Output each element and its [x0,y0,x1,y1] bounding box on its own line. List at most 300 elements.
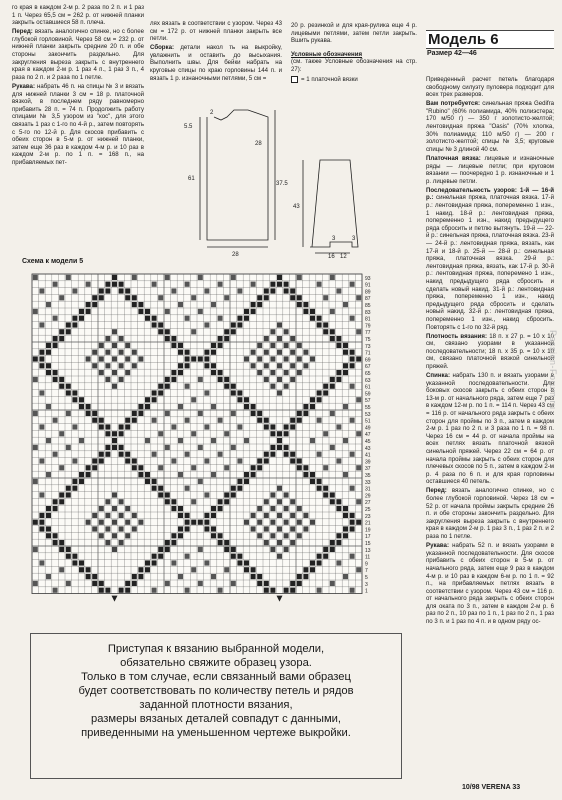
chart-cells [32,274,362,594]
chart-cell [270,282,275,287]
chart-cell [270,520,275,525]
chart-cell [270,547,275,552]
model-title: Модель 6 [428,31,499,48]
chart-cell [224,377,229,382]
row-number: 1 [365,588,368,595]
chart-cell [290,452,295,457]
chart-cell [66,411,71,416]
chart-cell [211,350,216,355]
chart-cell [356,329,361,334]
chart-cell [303,574,308,579]
chart-cell [66,492,71,497]
chart-cell [165,499,170,504]
chart-cell [218,282,223,287]
chart-cell [158,322,163,327]
chart-cell [33,411,38,416]
chart-cell [119,540,124,545]
notice-line: Приступая к вязанию выбранной модели, [107,643,325,655]
chart-cell [330,309,335,314]
row-number: 45 [365,439,371,445]
row-number: 91 [365,282,371,289]
chart-cell [198,445,203,450]
chart-cell [105,282,110,287]
chart-cell [330,445,335,450]
chart-cell [224,384,229,389]
chart-cell [270,424,275,429]
chart-cell [158,465,163,470]
row-number: 83 [365,309,371,316]
chart-cell [119,336,124,341]
chart-cell [330,275,335,280]
body-piece-outline [207,110,268,240]
chart-cell [244,520,249,525]
chart-cell [99,458,104,463]
chart-cell [145,404,150,409]
chart-cell [356,431,361,436]
chart-cell [350,418,355,423]
chart-cell [231,492,236,497]
chart-cell [158,554,163,559]
chart-cell [297,465,302,470]
chart-cell [211,302,216,307]
chart-cell [336,377,341,382]
chart-cell [105,363,110,368]
chart-cell [218,316,223,321]
chart-cell [204,560,209,565]
chart-cell [112,282,117,287]
chart-cell [66,445,71,450]
chart-cell [270,533,275,538]
row-number: 37 [365,466,371,473]
chart-cell [277,431,282,436]
chart-cell [204,526,209,531]
row-number: 65 [365,371,371,377]
chart-cell [343,472,348,477]
chart-cell [290,540,295,545]
chart-cell [53,506,58,511]
chart-cell [132,574,137,579]
model-title-bar [426,30,554,49]
chart-cell [270,445,275,450]
chart-cell [231,390,236,395]
notice-box [30,633,402,779]
chart-cell [178,506,183,511]
chart-cell [211,533,216,538]
chart-cell [145,479,150,484]
chart-cell [323,492,328,497]
chart-cell [257,343,262,348]
chart-cell [59,431,64,436]
chart-cell [336,370,341,375]
chart-cell [46,343,51,348]
paragraph [12,83,144,167]
chart-cell [336,288,341,293]
chart-cell [257,533,262,538]
chart-cell [257,458,262,463]
chart-cell [119,377,124,382]
empty-square-icon [291,76,298,83]
chart-cell [99,452,104,457]
chart-cell [323,329,328,334]
chart-cell [323,547,328,552]
notice-line: заданной плотности вязания, [139,699,293,711]
paragraph-heading: Вам потребуется: [426,100,481,108]
chart-cell [211,513,216,518]
chart-cell [112,520,117,525]
chart-cell [79,309,84,314]
chart-cell [72,397,77,402]
chart-cell [92,418,97,423]
chart-cell [39,526,44,531]
chart-cell [290,588,295,593]
row-number: 73 [365,343,371,350]
chart-cell [33,445,38,450]
chart-cell [53,452,58,457]
chart-cell [66,547,71,552]
chart-cell [105,526,110,531]
paragraph: 20 р. резинкой и для края-рулика еще 4 р. лицевыми петлями, затем петли закрыть. Вшить рукава. [291,22,417,45]
paragraph-heading: Платочная вязка: [426,154,481,162]
chart-cell [284,588,289,593]
chart-cell [277,363,282,368]
chart-cell [79,479,84,484]
chart-cell [290,288,295,293]
chart-cell [46,370,51,375]
chart-cell [350,486,355,491]
chart-cell [211,526,216,531]
chart-cell [277,554,282,559]
chart-cell [152,486,157,491]
chart-cell [145,438,150,443]
chart-cell [224,465,229,470]
chart-cell [92,581,97,586]
chart-cell [112,506,117,511]
chart-cell [105,424,110,429]
chart-cell [198,520,203,525]
chart-cell [231,384,236,389]
chart-cell [138,302,143,307]
row-number: 55 [365,405,371,411]
chart-cell [350,350,355,355]
chart-cell [158,390,163,395]
chart-cell [92,411,97,416]
row-number: 57 [365,398,371,405]
chart-cell [59,377,64,382]
chart-cell [330,547,335,552]
chart-cell [119,282,124,287]
row-number: 71 [365,350,371,357]
dimension-label: 5.5 [184,124,193,130]
chart-cell [350,554,355,559]
chart-cell [132,302,137,307]
chart-cell [290,424,295,429]
chart-cell [92,526,97,531]
chart-cell [290,295,295,300]
chart-cell [343,343,348,348]
chart-cell [198,581,203,586]
pattern-schematic [180,100,420,260]
chart-cell [59,295,64,300]
chart-cell [343,302,348,307]
legend-subtitle: (см. также Условные обозначения на стр. 27): [291,58,417,73]
chart-cell [92,295,97,300]
chart-cell [317,479,322,484]
chart-cell [191,356,196,361]
row-number: 53 [365,411,371,418]
chart-cell [138,465,143,470]
row-number: 69 [365,357,371,364]
chart-cell [178,363,183,368]
chart-cell [171,377,176,382]
chart-cell [132,513,137,518]
chart-cell [270,329,275,334]
paragraph [12,28,144,81]
row-number: 33 [365,479,371,486]
chart-cell [350,526,355,531]
chart-cell [39,492,44,497]
chart-cell [158,431,163,436]
chart-cell [251,411,256,416]
chart-cell [336,533,341,538]
chart-cell [297,370,302,375]
chart-cell [303,465,308,470]
chart-cell [86,567,91,572]
chart-cell [284,431,289,436]
chart-cell [66,581,71,586]
chart-cell [86,411,91,416]
row-number: 59 [365,391,371,398]
chart-cell [330,499,335,504]
chart-cell [171,499,176,504]
chart-cell [66,554,71,559]
chart-cell [303,404,308,409]
chart-cell [105,377,110,382]
chart-cell [231,411,236,416]
chart-cell [284,547,289,552]
chart-cell [112,445,117,450]
chart-cell [145,309,150,314]
chart-cell [165,581,170,586]
chart-cell [46,472,51,477]
chart-cell [224,295,229,300]
row-number: 81 [365,316,371,323]
chart-cell [53,377,58,382]
chart-cell [343,363,348,368]
chart-cell [99,356,104,361]
chart-cell [158,547,163,552]
chart-cell [343,438,348,443]
paragraph-heading: Сборка: [150,44,174,52]
chart-cell [290,336,295,341]
chart-cell [336,424,341,429]
chart-cell [317,486,322,491]
chart-cell [92,363,97,368]
chart-cell [257,520,262,525]
watermark: Passion-Forum.ru [548,330,558,410]
chart-cell [86,282,91,287]
chart-cell [198,356,203,361]
chart-cell [171,533,176,538]
arrow-down-icon [112,596,118,602]
chart-cell [343,350,348,355]
chart-cell [224,547,229,552]
chart-cell [165,411,170,416]
row-number: 31 [365,486,371,493]
chart-cell [165,445,170,450]
text-column-4 [426,76,554,627]
chart-cell [112,547,117,552]
chart-cell [53,336,58,341]
chart-cell [99,520,104,525]
chart-cell [218,540,223,545]
chart-cell [284,282,289,287]
dimension-label: 61 [188,176,195,182]
chart-cell [53,499,58,504]
chart-cell [132,581,137,586]
chart-cell [138,309,143,314]
chart-cell [72,390,77,395]
chart-cell [185,356,190,361]
chart-cell [138,472,143,477]
chart-cell [224,499,229,504]
chart-cell [125,452,130,457]
chart-cell [277,438,282,443]
chart-cell [59,329,64,334]
chart-cell [86,574,91,579]
chart-cell [350,520,355,525]
chart-cell [86,356,91,361]
chart-cell [231,554,236,559]
chart-cell [231,275,236,280]
chart-cell [66,384,71,389]
row-number: 49 [365,425,371,432]
chart-cell [112,431,117,436]
chart-cell [310,356,315,361]
chart-cell [145,472,150,477]
paragraph-body: синельная пряжа, платочная вязка. 17-й р.: лентовидная пряжа, попеременно 1 изн., 1 накид. 18-й р.: лентовидная пряжа, попеременно 1 изн., накид предыдущего ряда сбросить и петлю вытянуть. 19-й — 22-й р.: синельная пряжа, платочная вязка. 23-й — 24-й р.: лентовидная пряжа, вязать, как 17-й и 18-й р. 25-й — 28-й р.: синельная пряжа, платочная вязка. 29-й р.: лентовидная пряжа, вязать, как 17-й р. 30-й р.: лентовидная пряжа, поперемено 1 изн., накид предыдущего ряда сбросить и сделать новый накид. 31-й р.: лентовидная пряжа, попеременно 1 изн., накид предыдущего ряда сбросить и сделать новый накид. 32-й р.: лентовидная пряжа, попеременно 1 изн., накид сбросить. Повторять с 1-го по 32-й ряд. [426,194,554,331]
chart-cell [323,554,328,559]
chart-cell [165,540,170,545]
chart-cell [138,567,143,572]
chart-cell [244,560,249,565]
chart-cell [218,343,223,348]
chart-cell [39,458,44,463]
chart-cell [152,554,157,559]
chart-cell [237,458,242,463]
chart-cell [343,513,348,518]
notice-line: Только в том случае, если связанный вами образец [81,671,351,683]
paragraph-body: синельная пряжа Gedifra "Rubino" (60% полиамида, 40% полиэстера; 170 м/50 г) — 350 г золотисто-желтой; лентовидная пряжа "Oasis" (70% хлопка, 30% полиамида; 110 м/50 г) — 200 г золотисто-желтой; спицы № 3,5; круговые спицы № 3 длиной 40 см. [426,100,554,153]
chart-cell [284,445,289,450]
chart-cell [270,343,275,348]
chart-cell [343,574,348,579]
chart-cell [251,574,256,579]
chart-cell [39,424,44,429]
chart-cell [323,322,328,327]
chart-cell [112,384,117,389]
chart-cell [171,506,176,511]
chart-cell [284,356,289,361]
chart-cell [264,452,269,457]
chart-cell [99,581,104,586]
chart-cell [59,567,64,572]
chart-cell [185,513,190,518]
chart-cell [72,458,77,463]
legend-item-label: = 1 платочной вязки [301,75,358,83]
chart-cell [105,499,110,504]
row-number: 47 [365,432,371,439]
chart-cell [330,540,335,545]
paragraph: Приведенный расчет петель благодаря свободному силуэту пуловера подходит для всех трех размеров. [426,76,554,99]
chart-cell [185,486,190,491]
chart-cell [112,356,117,361]
chart-cell [290,513,295,518]
chart-cell [277,513,282,518]
chart-cell [270,506,275,511]
chart-cell [105,452,110,457]
paragraph-heading: Плотность вязания: [426,332,487,340]
chart-cell [119,288,124,293]
chart-cell [356,520,361,525]
chart-cell [39,288,44,293]
chart-cell [125,588,130,593]
chart-cell [237,322,242,327]
chart-cell [191,567,196,572]
chart-cell [211,404,216,409]
row-number: 43 [365,445,371,452]
text-column-2 [150,20,282,84]
chart-cell [152,479,157,484]
chart-cell [336,506,341,511]
chart-cell [264,377,269,382]
chart-cell [125,288,130,293]
chart-cell [204,513,209,518]
chart-cell [92,513,97,518]
chart-cell [152,282,157,287]
chart-cell [290,499,295,504]
chart-cell [350,384,355,389]
chart-cell [204,492,209,497]
chart-cell [317,554,322,559]
row-number: 13 [365,547,371,554]
chart-cell [171,458,176,463]
chart-cell [178,574,183,579]
chart-cell [277,499,282,504]
chart-cell [158,384,163,389]
chart-cell [237,554,242,559]
paragraph [426,372,554,486]
row-number: 19 [365,527,371,534]
chart-cell [343,506,348,511]
chart-cell [330,581,335,586]
chart-cell [218,377,223,382]
paragraph [426,333,554,371]
chart-cell [264,363,269,368]
chart-cell [270,356,275,361]
chart-cell [39,560,44,565]
chart-cell [105,588,110,593]
chart-cell [165,384,170,389]
chart-cell [237,486,242,491]
chart-cell [330,336,335,341]
chart-cell [251,309,256,314]
chart-cell [33,275,38,280]
chart-cell [39,390,44,395]
schema-title: Схема к модели 5 [22,258,84,265]
chart-cell [336,540,341,545]
chart-cell [145,316,150,321]
chart-cell [39,363,44,368]
